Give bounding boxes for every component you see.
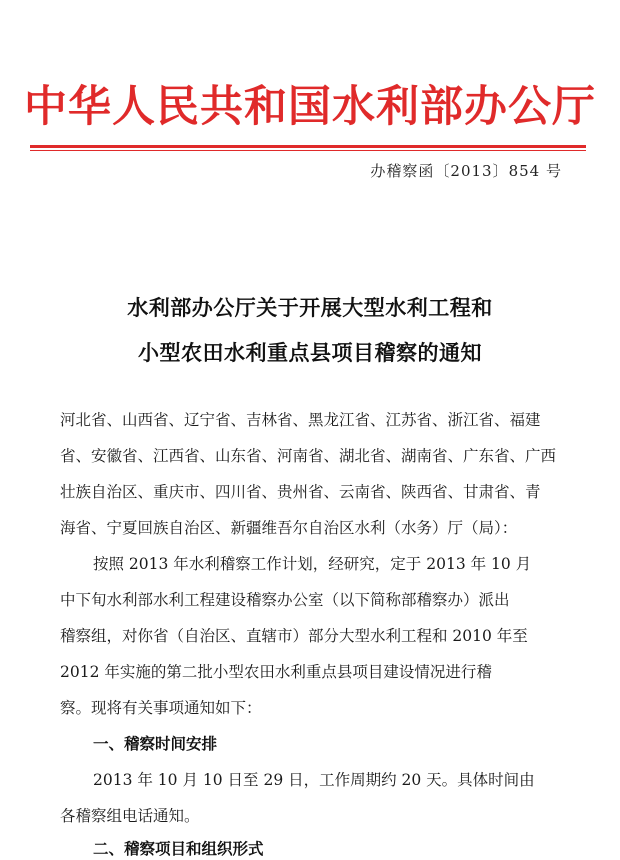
paragraph-line: 稽察组，对你省（自治区、直辖市）部分大型水利工程和 2010 年至 <box>60 627 528 645</box>
paragraph-line: 按照 2013 年水利稽察工作计划，经研究，定于 2013 年 10 月 <box>93 555 532 573</box>
addressee-line: 省、安徽省、江西省、山东省、河南省、湖北省、湖南省、广东省、广西 <box>60 447 557 465</box>
section-heading: 二、稽察项目和组织形式 <box>93 840 264 858</box>
paragraph-line: 2013 年 10 月 10 日至 29 日，工作周期约 20 天。具体时间由 <box>93 771 535 789</box>
addressee-line: 壮族自治区、重庆市、四川省、贵州省、云南省、陕西省、甘肃省、青 <box>60 483 541 501</box>
red-separator-line <box>30 145 586 148</box>
section-heading: 一、稽察时间安排 <box>93 735 218 753</box>
addressee-line: 海省、宁夏回族自治区、新疆维吾尔自治区水利（水务）厅（局）： <box>60 519 518 537</box>
document-title-line-1: 水利部办公厅关于开展大型水利工程和 <box>127 296 493 320</box>
addressee-line: 河北省、山西省、辽宁省、吉林省、黑龙江省、江苏省、浙江省、福建 <box>60 411 541 429</box>
paragraph-line: 2012 年实施的第二批小型农田水利重点县项目建设情况进行稽 <box>60 663 492 681</box>
paragraph-line: 中下旬水利部水利工程建设稽察办公室（以下简称部稽察办）派出 <box>60 591 510 609</box>
paragraph-line: 各稽察组电话通知。 <box>60 807 200 825</box>
document-number: 办稽察函〔2013〕854 号 <box>370 162 562 180</box>
paragraph-line: 察。现将有关事项通知如下： <box>60 699 262 717</box>
document-title-line-2: 小型农田水利重点县项目稽察的通知 <box>138 341 482 365</box>
issuing-organization-header: 中华人民共和国水利部办公厅 <box>24 82 596 132</box>
red-separator-line-thin <box>30 150 586 151</box>
